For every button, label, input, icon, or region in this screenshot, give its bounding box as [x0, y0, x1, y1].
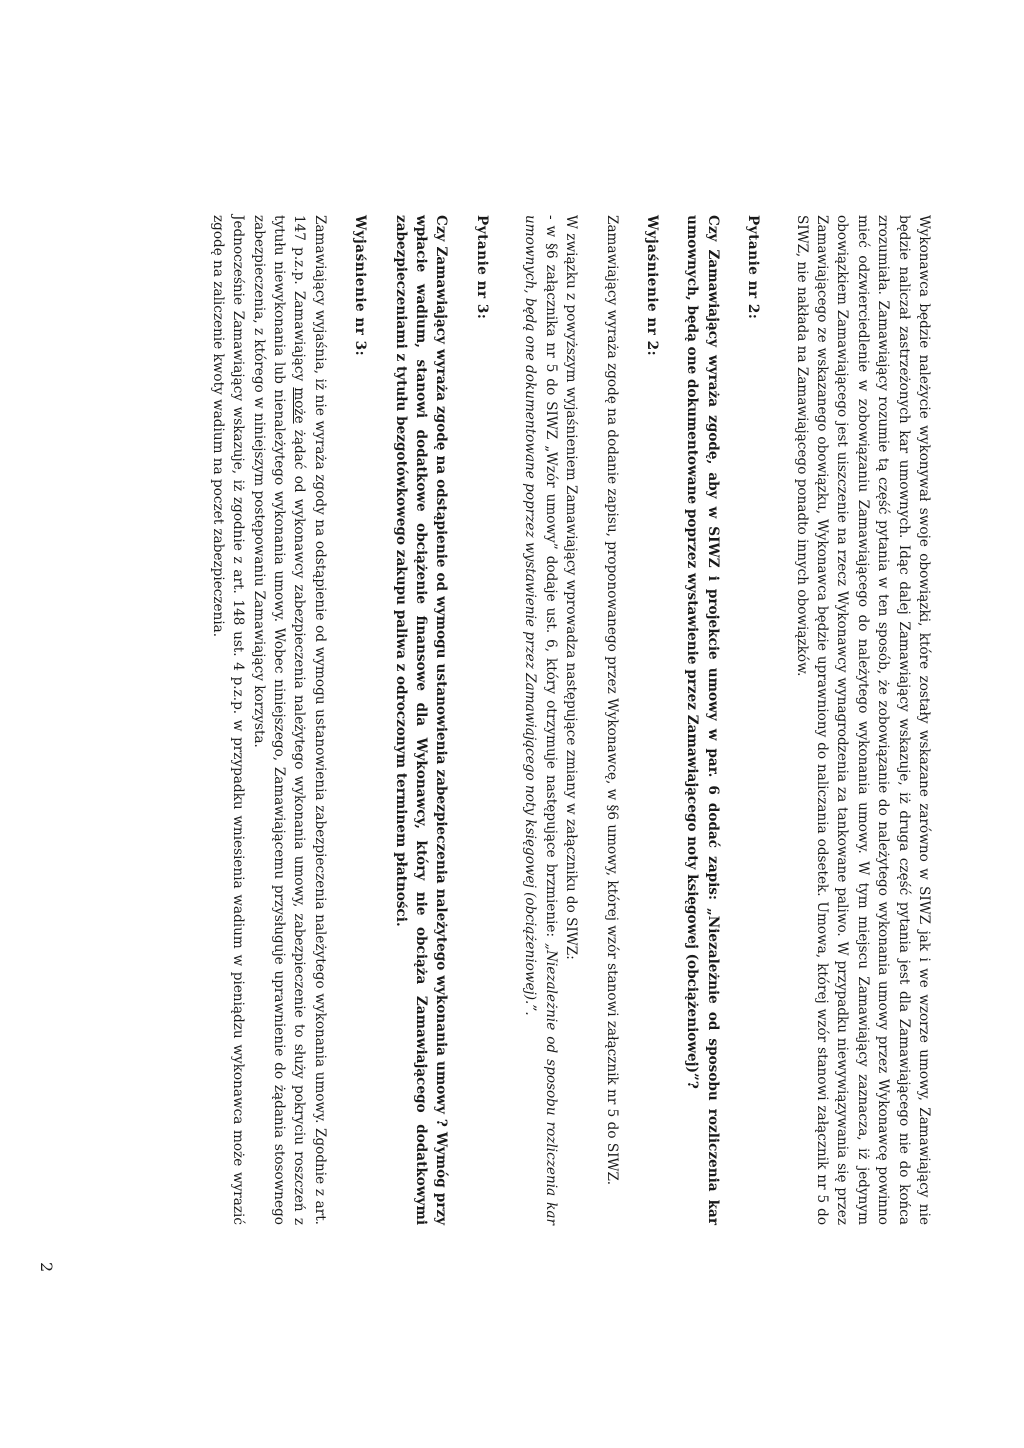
answer-2-amendment-quote: „Niezależnie od sposobu rozliczenia kar umownych, będą one dokumentowane poprzez wystawienie przez Zamawiającego noty księgowej (obciążeniowej).”. [522, 215, 559, 1225]
answer-2-paragraph-1: Zamawiający wyraża zgodę na dodanie zapisu, proponowanego przez Wykonawcę, w §6 umowy, której wzór stanowi załącznik nr 5 do SIWZ. [603, 215, 620, 1186]
answer-3-heading: Wyjaśnienie nr 3: [352, 215, 369, 357]
answer-2-heading: Wyjaśnienie nr 2: [643, 215, 660, 357]
answer-3-paragraph-2: Jednocześnie Zamawiający wskazuje, iż zgodnie z art. 148 ust. 4 p.z.p. w przypadku wniesienia wadium w pieniądzu wykonawca może wyrazić zgodę na zaliczenie kwoty wadium na poczet zabezpieczenia. [209, 215, 247, 1225]
answer-3-text-b: żądać od wykonawcy zabezpieczenia należytego wykonania umowy, zabezpieczenie to służy pokryciu roszczeń z tytułu niewykonania lub nienależytego wykonania umowy. Wobec niniejszego, Zamawiającemu przysługuje uprawnienie do żądania stosownego zabezpieczenia, z którego w niniejszym postępowaniu Zamawiający korzysta. [250, 215, 308, 1225]
intro-paragraph: Wykonawca będzie należycie wykonywał swoje obowiązki, które zostały wskazane zarówno w SIWZ jak i we wzorze umowy, Zamawiający nie będzie naliczał zastrzeżonych kar umownych. Idąc dalej Zamawiający wskazuje, iż druga część pytania jest dla Zamawiającego nie do końca zrozumiała. Zamawiający rozumie tą część pytania w ten sposób, że zobowiązanie do należytego wykonania umowy przez Wykonawcę powinno mieć odzwierciedlenie w zobowiązaniu Zamawiającego do należytego wykonania umowy. W tym miejscu Zamawiający zaznacza, iż jedynym obowiązkiem Zamawiającego jest uiszczenie na rzecz Wykonawcy wynagrodzenia za tankowane paliwo. W przypadku niewywiązywania się przez Zamawiającego ze wskazanego obowiązku, Wykonawca będzie uprawniony do naliczania odsetek. Umowa, której wzór stanowi załącznik nr 5 do SIWZ, nie nakłada na Zamawiającego ponadto innych obowiązków. [793, 215, 932, 1225]
answer-2-paragraph-2: W związku z powyższym wyjaśnieniem Zamawiający wprowadza następujące zmiany w załączniku do SIWZ: [563, 215, 580, 960]
question-2-text: Czy Zamawiający wyraża zgodę, aby w SIWZ i projekcie umowy w par. 6 dodać zapis: „Niezależnie od sposobu rozliczenia kar umownych, będą one dokumentowane poprzez wystawienie przez Zamawiającego noty księgowej (obciążeniowej)”? [684, 215, 721, 1225]
answer-2-paragraph-3 [520, 215, 561, 1225]
page-number: 2 [37, 1262, 56, 1273]
answer-2-amendment-lead: - w §6 załącznika nr 5 do SIWZ „Wzór umowy” dodaje ust. 6, który otrzymuje następujące brzmienie: [542, 215, 559, 938]
answer-3-paragraph-1 [248, 215, 330, 1225]
page-content [207, 215, 934, 1225]
answer-3-text-a: Zamawiający wyjaśnia, iż nie wyraża zgody na odstąpienie od wymogu ustanowienia zabezpieczenia należytego wykonania umowy. Zgodnie z art. 147 p.z.p. Zamawiający [291, 215, 328, 1225]
answer-3-underlined-word: może [291, 387, 308, 424]
question-3-text: Czy Zamawiający wyraża zgodę na odstąpienie od wymogu ustanowienia zabezpieczenia należytego wykonania umowy ? Wymóg przy wpłacie wadium, stanowi dodatkowe obciążenie finansowe dla Wykonawcy, który nie obciąża Zamawiającego dodatkowymi zabezpieczeniami z tytułu bezgotówkowego zakupu paliwa z odroczonym terminem płatności. [392, 215, 450, 1225]
question-3-heading: Pytanie nr 3: [473, 215, 490, 320]
question-2-heading: Pytanie nr 2: [745, 215, 762, 320]
